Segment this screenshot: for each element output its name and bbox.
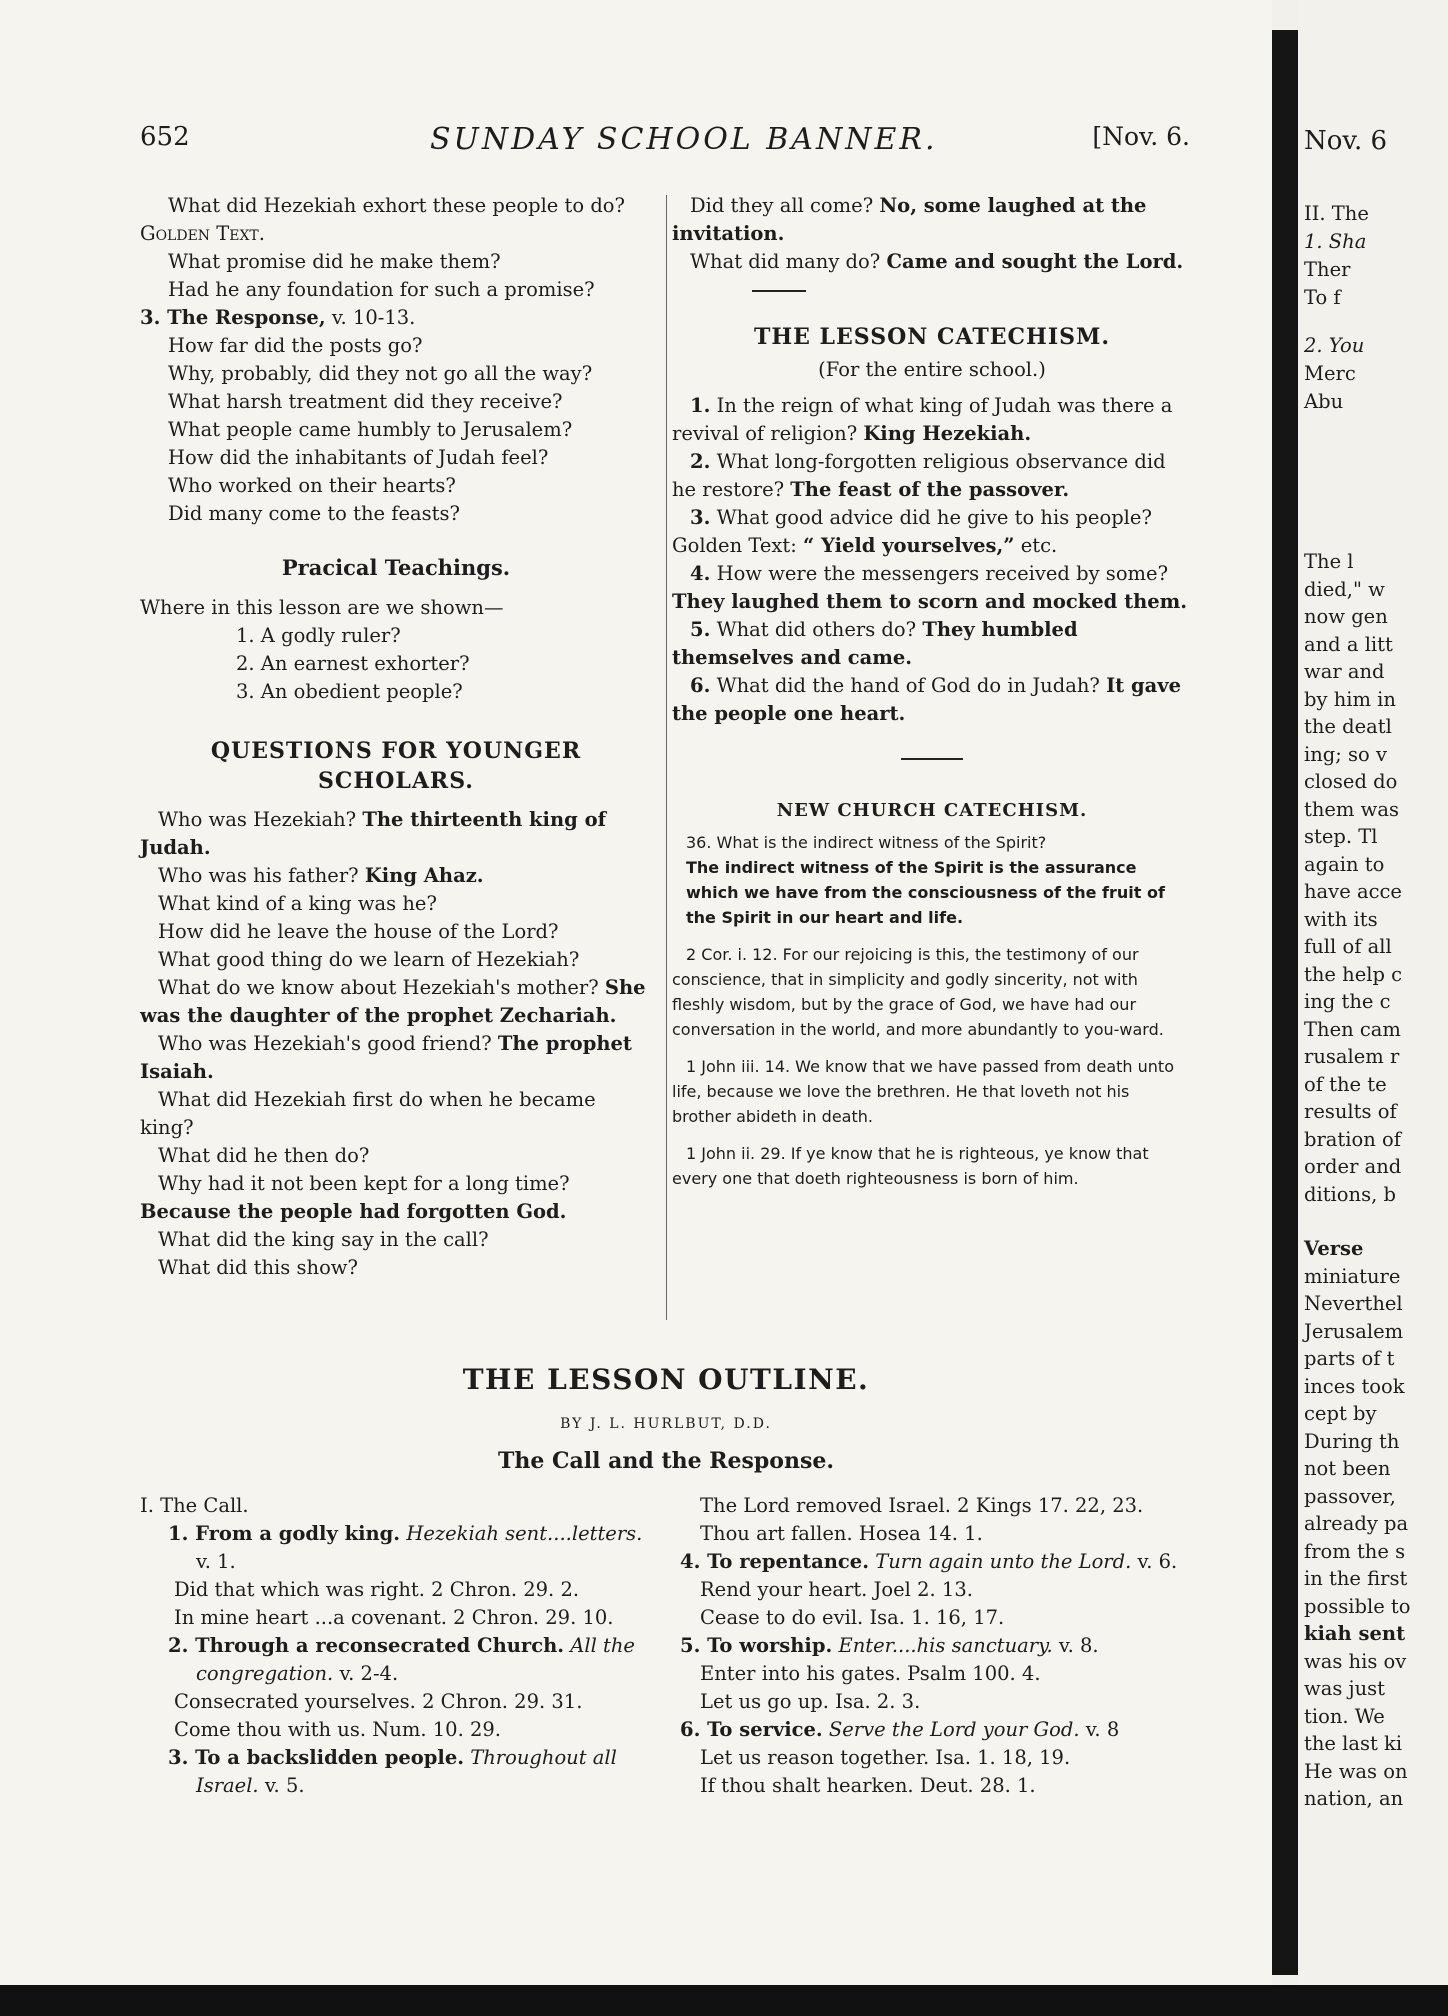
facing-text-line: the last ki xyxy=(1304,1732,1403,1755)
facing-text-line: ditions, b xyxy=(1304,1182,1396,1206)
outline-point-text: Throughout all Israel. xyxy=(196,1746,617,1797)
catechism-question: What did the hand of God do in Judah? xyxy=(716,674,1100,697)
list-item: 3. An obedient people? xyxy=(236,680,463,703)
facing-text-line: closed do xyxy=(1304,770,1398,793)
outline-point-title: 3. To a backslidden people. xyxy=(168,1746,465,1769)
outline-point-verse: v. 5. xyxy=(258,1774,305,1797)
catechism-tail: etc. xyxy=(1014,534,1058,557)
question-text: What good thing do we learn of Hezekiah? xyxy=(158,948,580,971)
question: How far did the posts go? xyxy=(168,334,423,357)
question-answer xyxy=(140,918,652,946)
outline-reference: The Lord removed Israel. 2 Kings 17. 22, 23. xyxy=(700,1494,1144,1517)
facing-text-line: Jerusalem xyxy=(1304,1319,1404,1343)
catechism-question: What did others do? xyxy=(716,618,917,641)
question-text: What did Hezekiah first do when he became king? xyxy=(140,1088,596,1139)
outline-point xyxy=(140,1632,650,1688)
catechism-item xyxy=(672,560,1192,616)
question: What did Hezekiah exhort these people to do? xyxy=(168,194,626,217)
outline-reference: Let us go up. Isa. 2. 3. xyxy=(700,1690,921,1713)
facing-text-line: Abu xyxy=(1304,390,1344,413)
question-text: What kind of a king was he? xyxy=(158,892,437,915)
catechism-list xyxy=(672,392,1192,728)
catechism-answer: “ Yield yourselves,” xyxy=(802,534,1015,557)
question-text: Who was his father? xyxy=(158,864,359,887)
outline-point-verse: v. 6. xyxy=(1131,1550,1178,1573)
facing-text-line: II. The xyxy=(1304,202,1369,225)
outline-reference: Cease to do evil. Isa. 1. 16, 17. xyxy=(700,1606,1005,1629)
facing-text-line: from the s xyxy=(1304,1539,1406,1563)
lesson-catechism-subtitle: (For the entire school.) xyxy=(818,358,1046,381)
question-text: How did he leave the house of the Lord? xyxy=(158,920,559,943)
outline-point-verse: v. 2-4. xyxy=(333,1662,399,1685)
catechism-item xyxy=(672,616,1192,672)
catechism-number: 2. xyxy=(690,450,711,473)
new-church-catechism-heading: NEW CHURCH CATECHISM. xyxy=(776,800,1088,821)
question-answer xyxy=(140,890,652,918)
facing-text-line: ing the c xyxy=(1304,990,1391,1013)
scripture-reference: 1 John ii. 29. If ye know that he is righteous, ye know that every one that doeth righteousness is born of him. xyxy=(672,1144,1149,1188)
facing-text-line: nation, an xyxy=(1304,1787,1404,1810)
facing-text-line: war and xyxy=(1304,660,1385,683)
facing-text-line: again to xyxy=(1304,852,1385,876)
question: Did many come to the feasts? xyxy=(168,502,460,525)
section-rule xyxy=(752,290,806,292)
outline-reference: Did that which was right. 2 Chron. 29. 2. xyxy=(174,1578,580,1601)
question-answer xyxy=(140,806,652,862)
catechism-question: What long-forgotten religious observance did he restore? xyxy=(672,450,1166,501)
column-divider xyxy=(666,195,667,1320)
top-questions xyxy=(672,192,1192,304)
facing-text-line: 2. You xyxy=(1304,334,1365,357)
masthead-title: SUNDAY SCHOOL BANNER. xyxy=(430,122,938,157)
outline-point-title: 1. From a godly king. xyxy=(168,1522,401,1545)
facing-text-line: was his ov xyxy=(1304,1649,1407,1673)
intro-questions xyxy=(140,192,652,304)
lesson-catechism-heading: THE LESSON CATECHISM. xyxy=(753,324,1111,350)
question: How did the inhabitants of Judah feel? xyxy=(168,446,549,469)
answer-text: No, some laughed at the invitation. xyxy=(672,194,1147,245)
question-answer xyxy=(140,1142,652,1170)
outline-point-text: Serve the Lord your God. xyxy=(828,1718,1080,1741)
younger-scholars-heading: QUESTIONS FOR YOUNGER SCHOLARS. xyxy=(210,738,582,794)
practical-teachings-heading: Pracical Teachings. xyxy=(281,555,511,580)
scripture-reference: 2 Cor. i. 12. For our rejoicing is this, the testimony of our conscience, that in simplicity and godly sincerity, not with fleshly wisdom, but by the grace of God, we have had our conversation in the world, and more abundantly to you-ward. xyxy=(672,945,1164,1039)
scripture-reference: 1 John iii. 14. We know that we have passed from death unto life, because we love the brethren. He that loveth not his brother abideth in death. xyxy=(672,1057,1174,1126)
outline-point-text: Turn again unto the Lord. xyxy=(875,1550,1132,1573)
catechism-item xyxy=(672,448,1192,504)
question-text: Who was Hezekiah's good friend? xyxy=(158,1032,492,1055)
facing-text-line: not been xyxy=(1304,1457,1391,1480)
catechism-question: In the reign of what king of Judah was there a revival of religion? xyxy=(672,394,1173,445)
right-column xyxy=(672,192,1192,1191)
facing-text-line: was just xyxy=(1304,1677,1385,1700)
outline-reference: Enter into his gates. Psalm 100. 4. xyxy=(700,1662,1041,1685)
facing-text-line: died," w xyxy=(1304,577,1385,601)
question-answer xyxy=(140,862,652,890)
facing-text-line: To f xyxy=(1304,286,1341,309)
question-answer xyxy=(140,1170,652,1226)
facing-text-line: results of xyxy=(1304,1100,1397,1123)
catechism-number: 4. xyxy=(690,562,711,585)
answer-text: King Ahaz. xyxy=(364,864,484,887)
outline-point-title: 2. Through a reconsecrated Church. xyxy=(168,1634,565,1657)
answer-text: The thirteenth king of Judah. xyxy=(140,808,606,859)
question-text: Did they all come? xyxy=(690,194,874,217)
facing-text-line: with its xyxy=(1304,907,1378,931)
facing-text-line: Verse xyxy=(1304,1237,1364,1260)
outline-point xyxy=(140,1520,650,1576)
scripture-references xyxy=(672,942,1192,1191)
response-questions xyxy=(140,332,652,528)
outline-reference: If thou shalt hearken. Deut. 28. 1. xyxy=(700,1774,1036,1797)
answer-text: Came and sought the Lord. xyxy=(886,250,1184,273)
nc-question: 36. What is the indirect witness of the Spirit? xyxy=(686,833,1047,852)
question-answer xyxy=(140,1254,652,1282)
catechism-number: 3. xyxy=(690,506,711,529)
facing-text-line: now gen xyxy=(1304,605,1388,628)
question-text: What did many do? xyxy=(690,250,881,273)
outline-point-title: 5. To worship. xyxy=(680,1634,833,1657)
outline-reference: Consecrated yourselves. 2 Chron. 29. 31. xyxy=(174,1690,583,1713)
question: What promise did he make them? xyxy=(168,250,501,273)
facing-text-line: inces took xyxy=(1304,1374,1405,1398)
facing-text-line: step. Tl xyxy=(1304,825,1378,848)
facing-text-line: of the te xyxy=(1304,1072,1387,1096)
catechism-answer: King Hezekiah. xyxy=(863,422,1032,445)
practical-list xyxy=(140,622,652,706)
facing-text-line: rusalem r xyxy=(1304,1045,1400,1068)
catechism-item xyxy=(672,504,1192,560)
facing-header: Nov. 6 xyxy=(1304,126,1388,156)
facing-text-line: order and xyxy=(1304,1155,1402,1178)
outline-section: I. The Call. xyxy=(140,1494,249,1517)
catechism-answer: They laughed them to scorn and mocked them. xyxy=(672,590,1188,613)
facing-text-line: tion. We xyxy=(1304,1704,1385,1728)
outline-left xyxy=(140,1492,650,1800)
outline-reference: Thou art fallen. Hosea 14. 1. xyxy=(700,1522,983,1545)
facing-text-line: The l xyxy=(1304,550,1354,573)
outline-reference: In mine heart ...a covenant. 2 Chron. 29. 10. xyxy=(174,1606,614,1629)
golden-text-label: Golden Text. xyxy=(140,222,265,245)
nc-answer: The indirect witness of the Spirit is the assurance which we have from the consciousness of the fruit of the Spirit in our heart and life. xyxy=(686,858,1165,927)
facing-text-line: passover, xyxy=(1304,1484,1396,1508)
book-spine xyxy=(1272,30,1298,1975)
question: What harsh treatment did they receive? xyxy=(168,390,563,413)
facing-text-line: the help c xyxy=(1304,962,1403,986)
question-text: What did this show? xyxy=(158,1256,358,1279)
younger-questions xyxy=(140,806,652,1282)
catechism-answer: It gave the people one heart. xyxy=(672,674,1181,725)
outline-reference: Rend your heart. Joel 2. 13. xyxy=(700,1578,973,1601)
question-answer xyxy=(140,946,652,974)
question-text: What do we know about Hezekiah's mother? xyxy=(158,976,599,999)
catechism-number: 5. xyxy=(690,618,711,641)
outline-point xyxy=(680,1632,1190,1660)
header-date: [Nov. 6. xyxy=(1092,122,1190,151)
question: Who worked on their hearts? xyxy=(168,474,456,497)
question-answer xyxy=(672,192,1192,248)
question-answer xyxy=(140,1030,652,1086)
outline-point-verse: v. 8. xyxy=(1052,1634,1099,1657)
scan-edge xyxy=(0,1985,1448,2016)
question-answer xyxy=(140,1226,652,1254)
answer-text: The prophet Isaiah. xyxy=(140,1032,632,1083)
facing-text-line: During th xyxy=(1304,1429,1400,1453)
outline-point xyxy=(140,1744,650,1800)
question: Had he any foundation for such a promise? xyxy=(168,278,595,301)
facing-text-line: them was xyxy=(1304,797,1399,821)
facing-text-line: miniature xyxy=(1304,1264,1401,1288)
outline-point-title: 4. To repentance. xyxy=(680,1550,870,1573)
lesson-outline-subtitle: The Call and the Response. xyxy=(497,1448,835,1474)
facing-text-line: ing; so v xyxy=(1304,742,1388,766)
catechism-answer: The feast of the passover. xyxy=(790,478,1070,501)
question-text: What did the king say in the call? xyxy=(158,1228,489,1251)
facing-text-line: Neverthel xyxy=(1304,1292,1403,1315)
list-item: 2. An earnest exhorter? xyxy=(236,652,470,675)
catechism-number: 1. xyxy=(690,394,711,417)
facing-text-line: cept by xyxy=(1304,1402,1377,1425)
facing-text-line: in the first xyxy=(1304,1567,1408,1590)
catechism-number: 6. xyxy=(690,674,711,697)
outline-point xyxy=(680,1548,1190,1576)
answer-text: Because the people had forgotten God. xyxy=(140,1200,567,1223)
catechism-question: What good advice did he give to his people? Golden Text: xyxy=(672,506,1152,557)
question-answer xyxy=(672,248,1192,304)
catechism-item xyxy=(672,392,1192,448)
facing-page xyxy=(1298,0,1448,2016)
question-text: Who was Hezekiah? xyxy=(158,808,357,831)
facing-text-line: and a litt xyxy=(1304,632,1393,656)
facing-text-line: Ther xyxy=(1304,258,1351,281)
page-number: 652 xyxy=(140,122,190,152)
facing-text-line: have acce xyxy=(1304,880,1402,903)
facing-text-line: kiah sent xyxy=(1304,1622,1406,1645)
facing-text-line: bration of xyxy=(1304,1127,1401,1151)
facing-text-line: possible to xyxy=(1304,1594,1411,1618)
question-answer xyxy=(140,1086,652,1142)
question: Why, probably, did they not go all the way? xyxy=(168,362,593,385)
section-rule xyxy=(901,758,963,760)
question: What people came humbly to Jerusalem? xyxy=(168,418,573,441)
list-item: 1. A godly ruler? xyxy=(236,624,401,647)
outline-point-verse: v. 1. xyxy=(196,1550,236,1573)
outline-point-text: Hezekiah sent....letters. xyxy=(406,1522,643,1545)
facing-text-line: Then cam xyxy=(1304,1017,1401,1041)
response-heading: 3. The Response, v. 10-13. xyxy=(140,306,416,329)
facing-text-line: He was on xyxy=(1304,1759,1408,1783)
outline-point-text: Enter....his sanctuary. xyxy=(838,1634,1053,1657)
page-header xyxy=(140,122,1190,166)
facing-text-line: full of all xyxy=(1304,935,1392,958)
question-text: Why had it not been kept for a long time? xyxy=(158,1172,570,1195)
answer-text: She was the daughter of the prophet Zechariah. xyxy=(140,976,646,1027)
outline-reference: Come thou with us. Num. 10. 29. xyxy=(174,1718,501,1741)
facing-text-line: already pa xyxy=(1304,1512,1409,1535)
outline-point-verse: v. 8 xyxy=(1079,1718,1120,1741)
catechism-item xyxy=(672,672,1192,728)
catechism-answer: They humbled themselves and came. xyxy=(672,618,1078,669)
catechism-question: How were the messengers received by some? xyxy=(716,562,1169,585)
lesson-outline-title: THE LESSON OUTLINE. xyxy=(462,1363,870,1396)
question-answer xyxy=(140,974,652,1030)
outline-reference: Let us reason together. Isa. 1. 18, 19. xyxy=(700,1746,1071,1769)
facing-text-line: the deatl xyxy=(1304,715,1392,738)
facing-text-line: Merc xyxy=(1304,362,1356,385)
outline-point xyxy=(680,1716,1190,1744)
outline-point-text: All the congregation. xyxy=(196,1634,635,1685)
lesson-outline-byline: BY J. L. HURLBUT, D.D. xyxy=(560,1416,772,1432)
practical-intro: Where in this lesson are we shown— xyxy=(140,596,504,619)
facing-text-line: by him in xyxy=(1304,687,1396,711)
question-text: What did he then do? xyxy=(158,1144,370,1167)
outline-point-title: 6. To service. xyxy=(680,1718,823,1741)
facing-text-line: parts of t xyxy=(1304,1347,1395,1370)
outline-right xyxy=(680,1492,1190,1800)
left-column xyxy=(140,192,652,1282)
facing-text-line: 1. Sha xyxy=(1304,230,1367,253)
